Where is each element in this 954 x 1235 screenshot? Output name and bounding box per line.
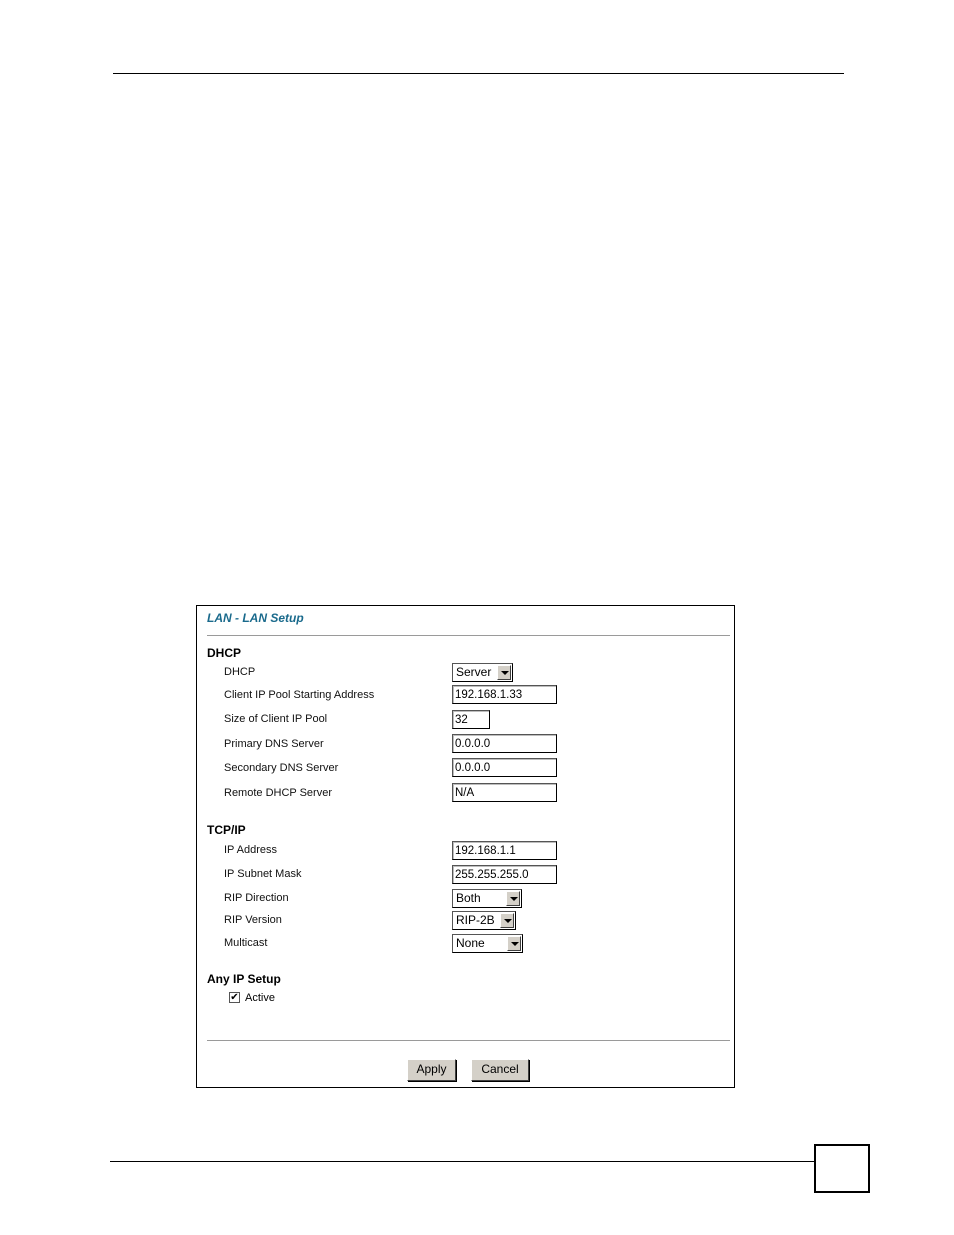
dhcp-label: DHCP (224, 666, 256, 678)
panel-title: LAN - LAN Setup (207, 611, 304, 625)
tcpip-heading: TCP/IP (207, 823, 246, 837)
rip-version-value: RIP-2B (456, 913, 495, 927)
chevron-down-icon[interactable] (506, 891, 520, 906)
multicast-value: None (456, 936, 485, 950)
lan-setup-panel (196, 605, 735, 1088)
pool-size-label: Size of Client IP Pool (224, 713, 328, 725)
multicast-label: Multicast (224, 937, 268, 949)
dhcp-heading: DHCP (207, 646, 242, 660)
rip-version-select[interactable] (452, 911, 516, 930)
rip-version-label: RIP Version (224, 914, 282, 926)
page-number-box (814, 1144, 870, 1193)
dhcp-select-value: Server (456, 665, 492, 679)
title-divider (207, 635, 730, 636)
cancel-button[interactable]: Cancel (471, 1059, 529, 1081)
footer-rule (110, 1161, 815, 1162)
remote-dhcp-input[interactable]: N/A (452, 783, 557, 802)
subnet-mask-label: IP Subnet Mask (224, 868, 302, 880)
any-ip-heading: Any IP Setup (207, 972, 281, 986)
dhcp-select[interactable] (452, 663, 513, 682)
multicast-select[interactable] (452, 934, 523, 953)
pool-size-input[interactable]: 32 (452, 710, 490, 729)
apply-button[interactable]: Apply (407, 1059, 456, 1081)
rip-direction-value: Both (456, 891, 481, 905)
ip-address-label: IP Address (224, 844, 277, 856)
secondary-dns-input[interactable]: 0.0.0.0 (452, 758, 557, 777)
subnet-mask-input[interactable]: 255.255.255.0 (452, 865, 557, 884)
chevron-down-icon[interactable] (500, 913, 514, 928)
active-checkbox[interactable]: ✔ (230, 992, 239, 1003)
primary-dns-input[interactable]: 0.0.0.0 (452, 734, 557, 753)
pool-start-label: Client IP Pool Starting Address (224, 689, 375, 701)
rip-direction-label: RIP Direction (224, 892, 289, 904)
chevron-down-icon[interactable] (497, 665, 511, 680)
ip-address-input[interactable]: 192.168.1.1 (452, 841, 557, 860)
secondary-dns-label: Secondary DNS Server (224, 762, 339, 774)
remote-dhcp-label: Remote DHCP Server (224, 787, 332, 799)
rip-direction-select[interactable] (452, 889, 522, 908)
primary-dns-label: Primary DNS Server (224, 738, 324, 750)
header-rule (113, 73, 844, 74)
chevron-down-icon[interactable] (507, 936, 521, 951)
active-label: Active (245, 992, 275, 1004)
pool-start-input[interactable]: 192.168.1.33 (452, 685, 557, 704)
footer-divider (207, 1040, 730, 1041)
